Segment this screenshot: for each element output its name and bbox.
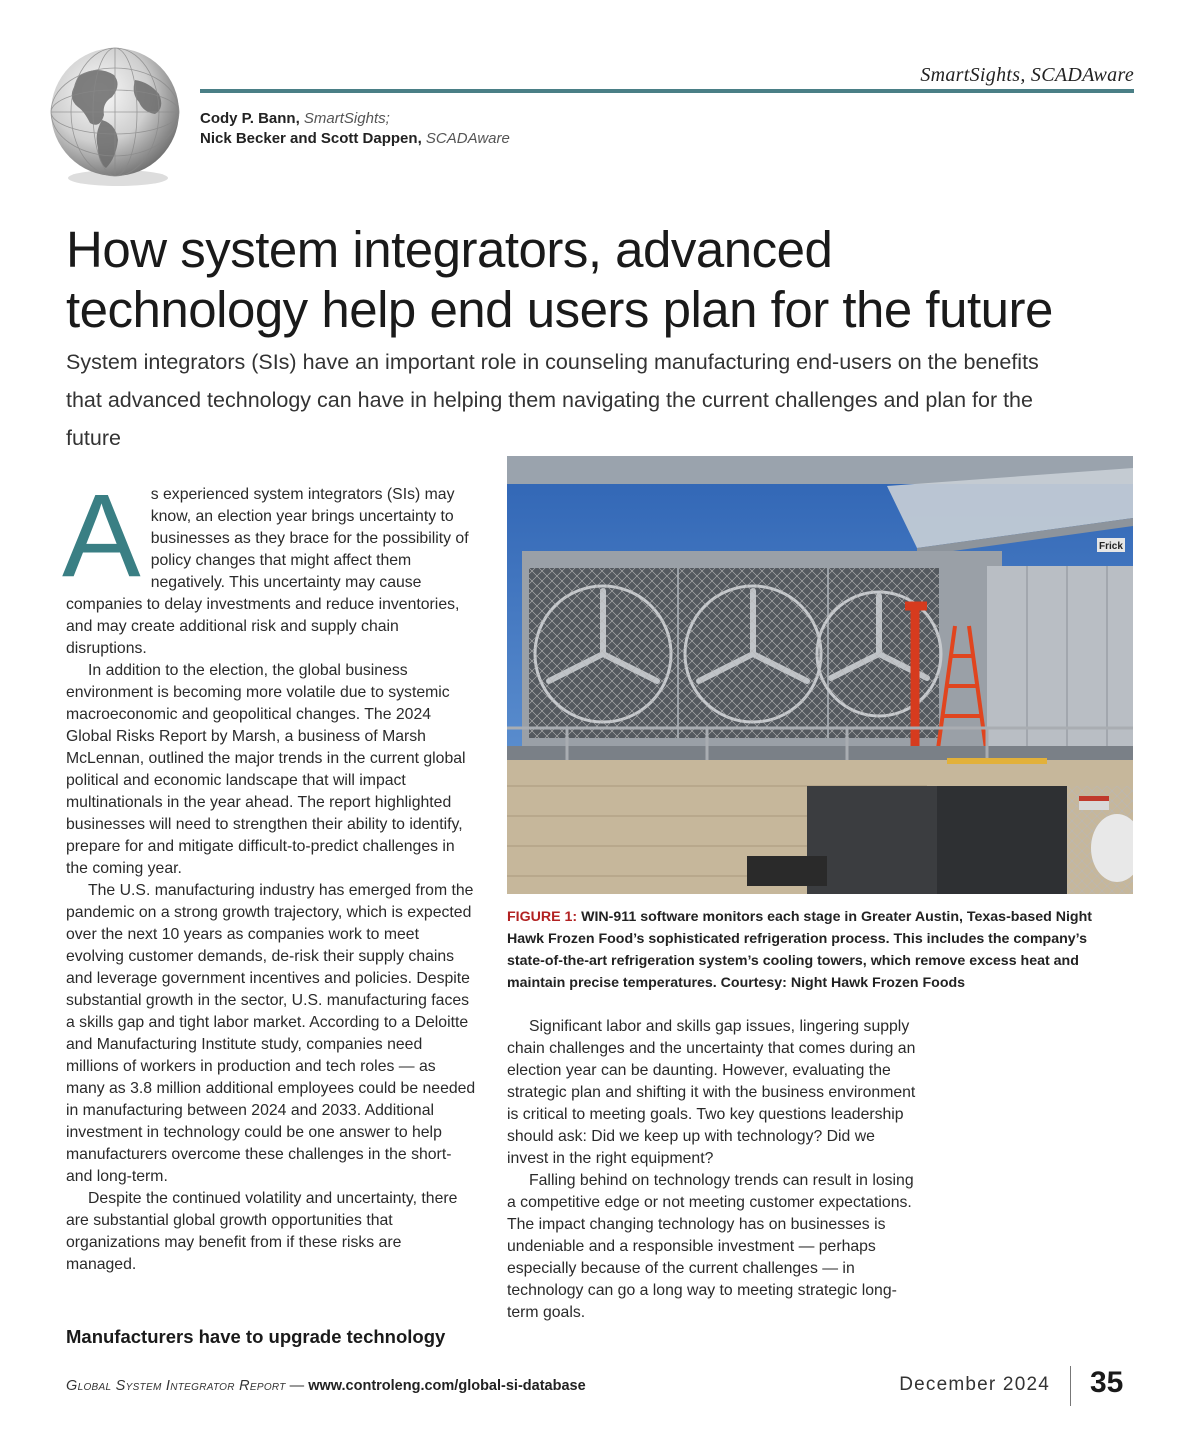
right-column: [507, 1016, 917, 1324]
figure-caption: [507, 906, 1127, 994]
page-number: 35: [1090, 1366, 1124, 1399]
equipment-brand-label: Frick: [1099, 541, 1123, 552]
globe-icon: [40, 40, 190, 190]
author-org: SmartSights;: [303, 110, 390, 127]
author-name: Cody P. Bann,: [200, 110, 300, 127]
footer-url-link[interactable]: www.controleng.com/global-si-database: [308, 1378, 586, 1394]
headline-line-2: technology help end users plan for the future: [66, 281, 1053, 338]
cooling-tower-illustration: [507, 456, 1133, 894]
section-label: SmartSights, SCADAware: [920, 64, 1134, 86]
section-subhead: Manufacturers have to upgrade technology: [66, 1326, 446, 1347]
body-paragraph: In addition to the election, the global business environment is becoming more volatile due to systemic macroeconomic and geopolitical changes. The 2024 Global Risks Report by Marsh, a business of Marsh McLennan, outlined the major trends in the current global political and economic landscape that will impact multinationals in the year ahead. The report highlighted businesses will need to strengthen their ability to identify, prepare for and mitigate difficult-to-predict challenges in the coming year.: [66, 662, 466, 877]
figure-caption-label: FIGURE 1:: [507, 909, 578, 925]
left-column: [62, 470, 476, 1276]
figure-photo: [507, 456, 1133, 894]
body-paragraph: Despite the continued volatility and uncertainty, there are substantial global growth opportunities that organizations may benefit from if these risks are managed.: [66, 1190, 458, 1273]
byline: [200, 109, 510, 149]
byline-line-2: [200, 129, 510, 149]
header-rule: [200, 89, 1134, 93]
body-paragraph: s experienced system integrators (SIs) may know, an election year brings uncertainty to businesses as they brace for the possibility of policy changes that might affect them negatively. This uncertainty may cause companies to delay investments and reduce inventories, and may create additional risk and supply chain disruptions.: [66, 486, 469, 657]
author-org: SCADAware: [425, 130, 510, 147]
publication-name: Global System Integrator Report: [66, 1378, 286, 1394]
headline-line-1: How system integrators, advanced: [66, 221, 833, 278]
footer-divider: [1070, 1366, 1071, 1406]
drop-cap: A: [62, 470, 141, 602]
footer-publication: [66, 1378, 586, 1394]
issue-date: December 2024: [899, 1374, 1050, 1395]
deck: System integrators (SIs) have an important role in counseling manufacturing end-users on the benefits that advanced technology can have in helping them navigating the current challenges and plan for the future: [66, 350, 1039, 450]
headline: [66, 220, 1166, 340]
body-paragraph: The U.S. manufacturing industry has emerged from the pandemic on a strong growth trajectory, which is expected over the next 10 years as companies work to meet evolving customer demands, de-risk their supply chains and leverage government incentives and policies. Despite substantial growth in the sector, U.S. manufacturing faces a skills gap and tight labor market. According to a Deloitte and Manufacturing Institute study, companies need millions of workers in production and tech roles — as many as 3.8 million additional employees could be needed in manufacturing between 2024 and 2033. Additional investment in technology could be one answer to help manufacturers overcome these challenges in the short- and long-term.: [66, 882, 476, 1185]
body-paragraph: Significant labor and skills gap issues, lingering supply chain challenges and the uncertainty that comes during an election year can be daunting. However, evaluating the strategic plan and shifting it with the business environment is critical to meeting goals. Two key questions leadership should ask: Did we keep up with technology? Did we invest in the right equipment?: [507, 1018, 916, 1167]
byline-line-1: [200, 109, 510, 129]
footer-separator: —: [285, 1378, 309, 1394]
figure-caption-text: WIN-911 software monitors each stage in Greater Austin, Texas-based Night Hawk Frozen Food’s sophisticated refrigeration process. This includes the company’s state-of-the-art refrigeration system’s cooling towers, which remove excess heat and maintain precise temperatures. Courtesy: Night Hawk Frozen Foods: [507, 909, 1092, 991]
body-paragraph: Falling behind on technology trends can result in losing a competitive edge or not meeting customer expectations. The impact changing technology has on businesses is undeniable and a responsible investment — perhaps especially because of the current challenges — in technology can go a long way to meeting strategic long-term goals.: [507, 1172, 914, 1321]
author-name: Nick Becker and Scott Dappen,: [200, 130, 422, 147]
